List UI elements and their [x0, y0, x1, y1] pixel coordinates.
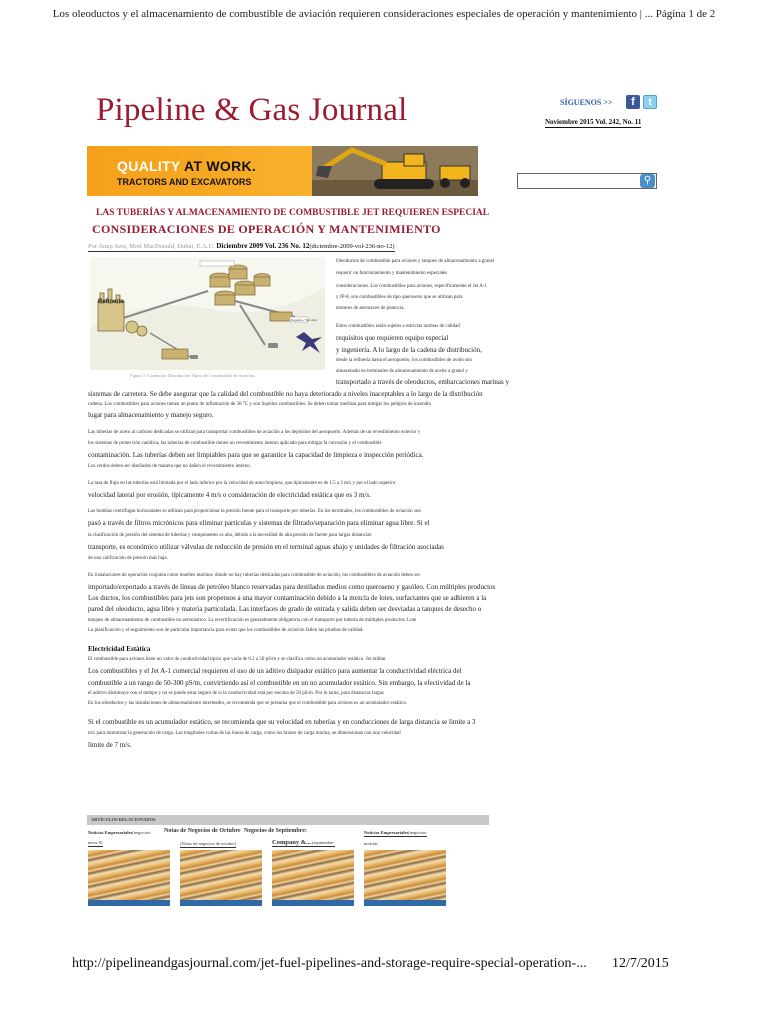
distribution-chain-diagram	[90, 257, 325, 370]
distribution-chain-figure	[90, 257, 325, 370]
body-text-line: combustible a un rango de 50-300 pS/m, convirtiendo así el combustible en un no acumulador estático. Sin embargo, la efectividad de la	[88, 679, 471, 687]
body-text-line: transportado a través de oleoductos, embarcaciones marinas y	[336, 378, 509, 386]
follow-us-link[interactable]: SÍGUENOS >>	[560, 98, 613, 107]
related-thumbnail[interactable]	[180, 850, 262, 906]
body-text-line: los sistemas de protección catódica, las tuberías de combustible tienen un revestimiento interno aplicado para mitigar la corrosión y el combustible	[88, 441, 382, 446]
body-text-line: de una calificación de presión más baja.	[88, 556, 168, 561]
body-text-line: Las bombas centrífugas horizontales se utilizan para proporcionar la presión fuente para el transporte por tuberías. En los terminales, los combustibles de aviación son	[88, 509, 421, 514]
body-text-line: En instalaciones de operación conjunta como muelles marinos, donde no hay tuberías dedicadas para combustible de aviación, los combustibles de aviación deben ser	[88, 573, 421, 578]
body-text-line: La tasa de flujo en las tuberías está limitada por el lado inferior por la velocidad de auto-limpieza, que típicamente es de 1.5 a 2 m/s y por el lado superior	[88, 481, 396, 486]
body-text-line: velocidad lateral por erosión, típicamente 4 m/s o consideración de electricidad estática que es 3 m/s.	[88, 491, 371, 499]
related-thumbnail[interactable]	[272, 850, 354, 906]
body-text-line: En los oleoductos y las instalaciones de almacenamiento intermedio, se recomienda que se presuma que el combustible para aviones es un acumulador estático.	[88, 701, 408, 706]
body-text-line: Estos combustibles están sujetos a estrictas normas de calidad	[336, 324, 460, 329]
body-text-line: importado/exportado a través de líneas de petróleo blanco reservadas para destilados medios como queroseno y gasóleo. Con múltiples productos	[88, 583, 496, 591]
body-text-line: m/s para minimizar la generación de carga. Las longitudes cortas de las líneas de carga, como los brazos de carga marina, se dimensionan con una velocidad	[88, 731, 401, 736]
current-issue-link[interactable]: Noviembre 2015 Vol. 242, No. 11	[545, 118, 642, 126]
related-link[interactable]: noticias	[364, 841, 378, 846]
body-text-line: Los cerdos deben ser diseñados de manera que no dañen el revestimiento interno.	[88, 464, 251, 469]
body-text-line: sistemas de carretera. Se debe asegurar que la calidad del combustible no haya deteriorado a niveles inaceptables a lo largo de la distribución	[88, 390, 483, 398]
body-text-line: límite de 7 m/s.	[88, 741, 132, 749]
twitter-icon[interactable]: t	[643, 95, 657, 109]
print-date: 12/7/2015	[612, 956, 669, 971]
related-link[interactable]: Notas de Negocios de Octubre	[164, 828, 241, 834]
body-text-line: pasó a través de filtros micrónicos para eliminar partículas y sistemas de filtrado/separación para eliminar agua libre. Si el	[88, 519, 430, 527]
body-text-line: lugar para almacenamiento y manejo seguro.	[88, 411, 214, 419]
article-byline: Por Anup Sera, Mott MacDonald, Dubái, E.A.U. Diciembre 2009 Vol. 236 No. 12(diciembre-2009-vol-236-no-12)	[88, 242, 395, 250]
body-text-line: requerir un funcionamiento y mantenimiento especiales	[336, 271, 448, 276]
ad-headline: QUALITY AT WORK.	[117, 158, 257, 174]
body-text-line: el aditivo disminuye con el tiempo y no se puede estar seguro de si la conductividad está por encima de 50 pS/m. Por lo tanto, para distancias largas	[88, 691, 384, 696]
body-text-line: Si el combustible es un acumulador estático, se recomienda que su velocidad en tuberías y en conducciones de larga distancia se limite a 3	[88, 718, 476, 726]
article-headline-line2: CONSIDERACIONES DE OPERACIÓN Y MANTENIMIENTO	[92, 222, 441, 236]
related-link[interactable]: Company &... (septiembre-	[272, 839, 335, 846]
related-link[interactable]: Negocios de Septiembre:	[244, 828, 307, 834]
issue-link[interactable]: Diciembre 2009 Vol. 236 No. 12	[216, 242, 310, 250]
body-text-line: y JP-8, son combustibles de tipo queroseno que se utilizan para	[336, 295, 463, 300]
facebook-icon[interactable]: f	[626, 95, 640, 109]
search-icon[interactable]: ⚲	[640, 174, 655, 188]
body-text-line: Oleoductos de combustible para aviones y tanques de almacenamiento a granel	[336, 259, 495, 264]
search-input[interactable]	[517, 173, 657, 189]
body-text-line: consideraciones. Los combustibles para aviones, específicamente el Jet A-1	[336, 284, 488, 289]
body-text-line: la clasificación de presión del sistema de tuberías y componentes es alta, debido a la necesidad de alta presión de fuente para largas distancias	[88, 533, 372, 538]
body-text-line: motores de aeronaves de potencia.	[336, 306, 405, 311]
related-thumbnail[interactable]	[364, 850, 446, 906]
body-text-line: tanques de almacenamiento de combustible no aeronáutico. La recertificación es generalmente obligatoria con el transporte por tubería de múltiples productos. Lote	[88, 618, 417, 623]
body-text-line: pared del oleoducto, agua libre y materia particulada. Las interfaces de grado de entrada y salida deben ser desviadas a tanques de desecho o	[88, 605, 482, 613]
section-heading: Electricidad Estática	[88, 645, 151, 653]
body-text-line: Los ductos, los combustibles para jets son propensos a una mayor contaminación debido a la mezcla de lotes, surfactantes que se adhieren a la	[88, 594, 487, 602]
excavator-illustration	[312, 146, 478, 196]
ad-subline: TRACTORS AND EXCAVATORS	[117, 177, 252, 187]
related-articles-heading: ARTÍCULOS RELACIONADOS	[87, 815, 489, 825]
body-text-line: desde la refinería hasta el aeropuerto, los combustibles de avión son	[336, 358, 472, 363]
body-text-line: y ingeniería. A lo largo de la cadena de distribución,	[336, 346, 482, 354]
refinery-label: Refinería	[98, 299, 124, 305]
body-text-line: Los combustibles y el Jet A-1 comercial requieren el uso de un aditivo disipador estático para aumentar la conductividad eléctrica del	[88, 667, 462, 675]
related-link[interactable]: Noticias Empresariales(negocios-	[88, 830, 152, 835]
body-text-line: contaminación. Las tuberías deben ser limpiables para que se garantice la capacidad de limpieza e inspección periódica.	[88, 451, 424, 459]
body-text-line: requisitos que requieren equipo especial	[336, 334, 449, 342]
body-text-line: La planificación y el seguimiento son de particular importancia para evitar que los combustibles de aviación fallen las pruebas de calidad.	[88, 628, 364, 633]
related-thumbnail[interactable]	[88, 850, 170, 906]
advertisement-banner[interactable]	[87, 146, 478, 196]
page-url: http://pipelineandgasjournal.com/jet-fuel-pipelines-and-storage-require-special-operation-...	[72, 956, 587, 971]
terminal-label: Depósito / Terminal	[291, 318, 317, 322]
body-text-line: almacenado en terminales de almacenamiento de aceite a granel y	[336, 369, 468, 374]
body-text-line: transporte, es económico utilizar válvulas de reducción de presión en el terminal aguas abajo y unidades de filtración asociadas	[88, 543, 444, 551]
figure-caption: Figura 1: Cadena de Distribución Típica de Combustible de Aviación.	[130, 373, 256, 378]
related-link[interactable]: (Notas de negocios de octubre)	[180, 841, 236, 846]
browser-page-title: Los oleoductos y el almacenamiento de combustible de aviación requieren consideraciones especiales de operación y mantenimiento | ... Página 1 de 2	[52, 8, 716, 20]
related-link[interactable]: news-0)	[88, 840, 103, 845]
body-text-line: El combustible para aviones tiene un valor de conductividad típico que varía de 0.2 a 50 pS/m y se clasifica como un acumulador estático. Jet militar	[88, 657, 386, 662]
journal-masthead[interactable]: Pipeline & Gas Journal	[96, 92, 408, 128]
related-link[interactable]: Noticias Empresariales(negocios-	[364, 830, 428, 835]
body-text-line: cadena. Los combustibles para aviones tienen un punto de inflamación de 38 °C y son líquidos combustibles. Se deben tomar medidas para mitigar los peligros de incendio	[88, 402, 432, 407]
body-text-line: Las tuberías de acero al carbono dedicadas se utilizan para transportar combustibles de aviación a los depósitos del aeropuerto. Además de un revestimiento exterior y	[88, 430, 421, 435]
article-headline-line1: LAS TUBERÍAS Y ALMACENAMIENTO DE COMBUSTIBLE JET REQUIEREN ESPECIAL	[96, 208, 490, 218]
